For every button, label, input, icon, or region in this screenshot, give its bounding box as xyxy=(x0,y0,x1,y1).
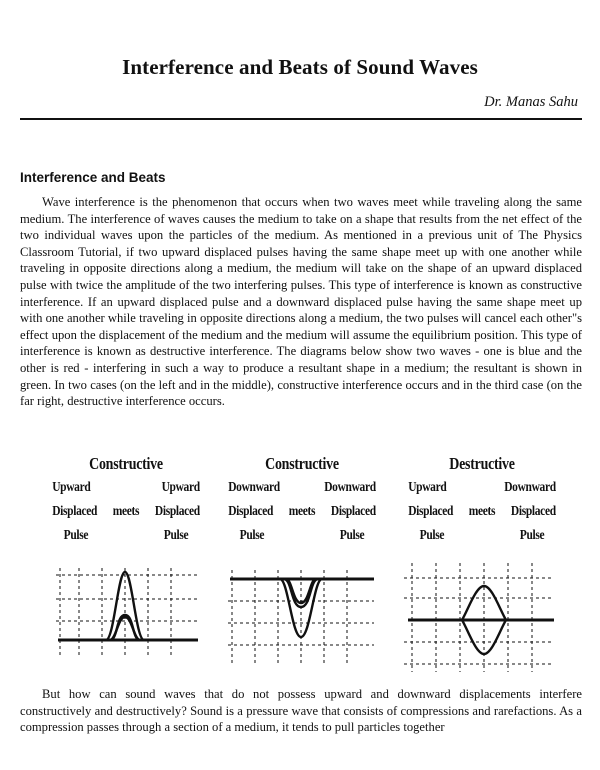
pulse-row xyxy=(52,528,200,552)
diagram-title: Constructive xyxy=(265,454,339,473)
diagram-destructive xyxy=(392,454,572,552)
right-direction-label: Downward xyxy=(324,480,376,495)
pulse-left-label: Pulse xyxy=(239,528,265,543)
displaced-left-label: Displaced xyxy=(408,504,454,519)
upward-pulse xyxy=(462,586,506,620)
displaced-row xyxy=(52,504,200,528)
diagram-plot-downward xyxy=(228,565,374,669)
page-title: Interference and Beats of Sound Waves xyxy=(122,55,478,79)
plot-grid xyxy=(404,563,554,672)
meets-label: meets xyxy=(288,504,316,519)
direction-row xyxy=(228,480,376,504)
diagram-plot-upward xyxy=(56,565,198,665)
displaced-right-label: Displaced xyxy=(154,504,200,519)
left-direction-label: Upward xyxy=(408,480,447,495)
section-heading: Interference and Beats xyxy=(20,170,166,185)
left-direction-label: Downward xyxy=(228,480,280,495)
pulse-left-label: Pulse xyxy=(419,528,445,543)
pulse-right-label: Pulse xyxy=(163,528,189,543)
diagram-title: Constructive xyxy=(89,454,163,473)
direction-row xyxy=(52,480,200,504)
pulse-right-label: Pulse xyxy=(339,528,365,543)
plot-grid xyxy=(228,570,374,665)
right-direction-label: Downward xyxy=(504,480,556,495)
diagram-labels xyxy=(52,480,200,552)
diagram-constructive-upward xyxy=(36,454,216,552)
author-name: Dr. Manas Sahu xyxy=(484,94,578,110)
meets-label: meets xyxy=(468,504,496,519)
diagram-labels xyxy=(228,480,376,552)
pulse-left-label: Pulse xyxy=(63,528,89,543)
paragraph-sound: But how can sound waves that do not possess upward and downward displacements interfere constructively and destructively? Sound is a pressure wave that consists of compressions and rarefactions. As a compression passes through a section of a medium, it tends to pull particles together xyxy=(20,687,582,735)
direction-row xyxy=(408,480,556,504)
pulse-right-label: Pulse xyxy=(519,528,545,543)
displaced-right-label: Displaced xyxy=(510,504,556,519)
paragraph-intro: Wave interference is the phenomenon that occurs when two waves meet while traveling along the same medium. The interference of waves causes the medium to take on a shape that results from the net effect of the two individual waves upon the particles of the medium. As mentioned in a previous unit of The Physics Classroom Tutorial, if two upward displaced pulses having the same shape meet up with one another while traveling in opposite directions along a medium, the medium will take on the shape of an upward displaced pulse with twice the amplitude of the two interfering pulses. This type of interference is known as constructive interference. If an upward displaced pulse and a downward displaced pulse having the same shape meet up with one another while traveling in opposite directions along a medium, the two pulses will cancel each other"s effect upon the displacement of the medium and the medium will assume the equilibrium position. This type of interference is known as destructive interference. The diagrams below show two waves - one is blue and the other is red - interfering in such a way to produce a resultant shape in a medium; the resultant is shown in green. In two cases (on the left and in the middle), constructive interference occurs and in the third case (on the far right, destructive interference occurs. xyxy=(20,195,582,409)
pulse-row xyxy=(408,528,556,552)
displaced-row xyxy=(228,504,376,528)
meets-label: meets xyxy=(112,504,140,519)
diagram-labels xyxy=(408,480,556,552)
displaced-left-label: Displaced xyxy=(228,504,274,519)
pulse-row xyxy=(228,528,376,552)
right-direction-label: Upward xyxy=(161,480,200,495)
displaced-right-label: Displaced xyxy=(330,504,376,519)
plot-grid xyxy=(56,568,198,658)
diagram-plot-destructive xyxy=(404,560,554,675)
header-rule xyxy=(20,118,582,120)
left-direction-label: Upward xyxy=(52,480,91,495)
displaced-left-label: Displaced xyxy=(52,504,98,519)
displaced-row xyxy=(408,504,556,528)
diagram-constructive-downward xyxy=(212,454,392,552)
diagram-title: Destructive xyxy=(449,454,515,473)
